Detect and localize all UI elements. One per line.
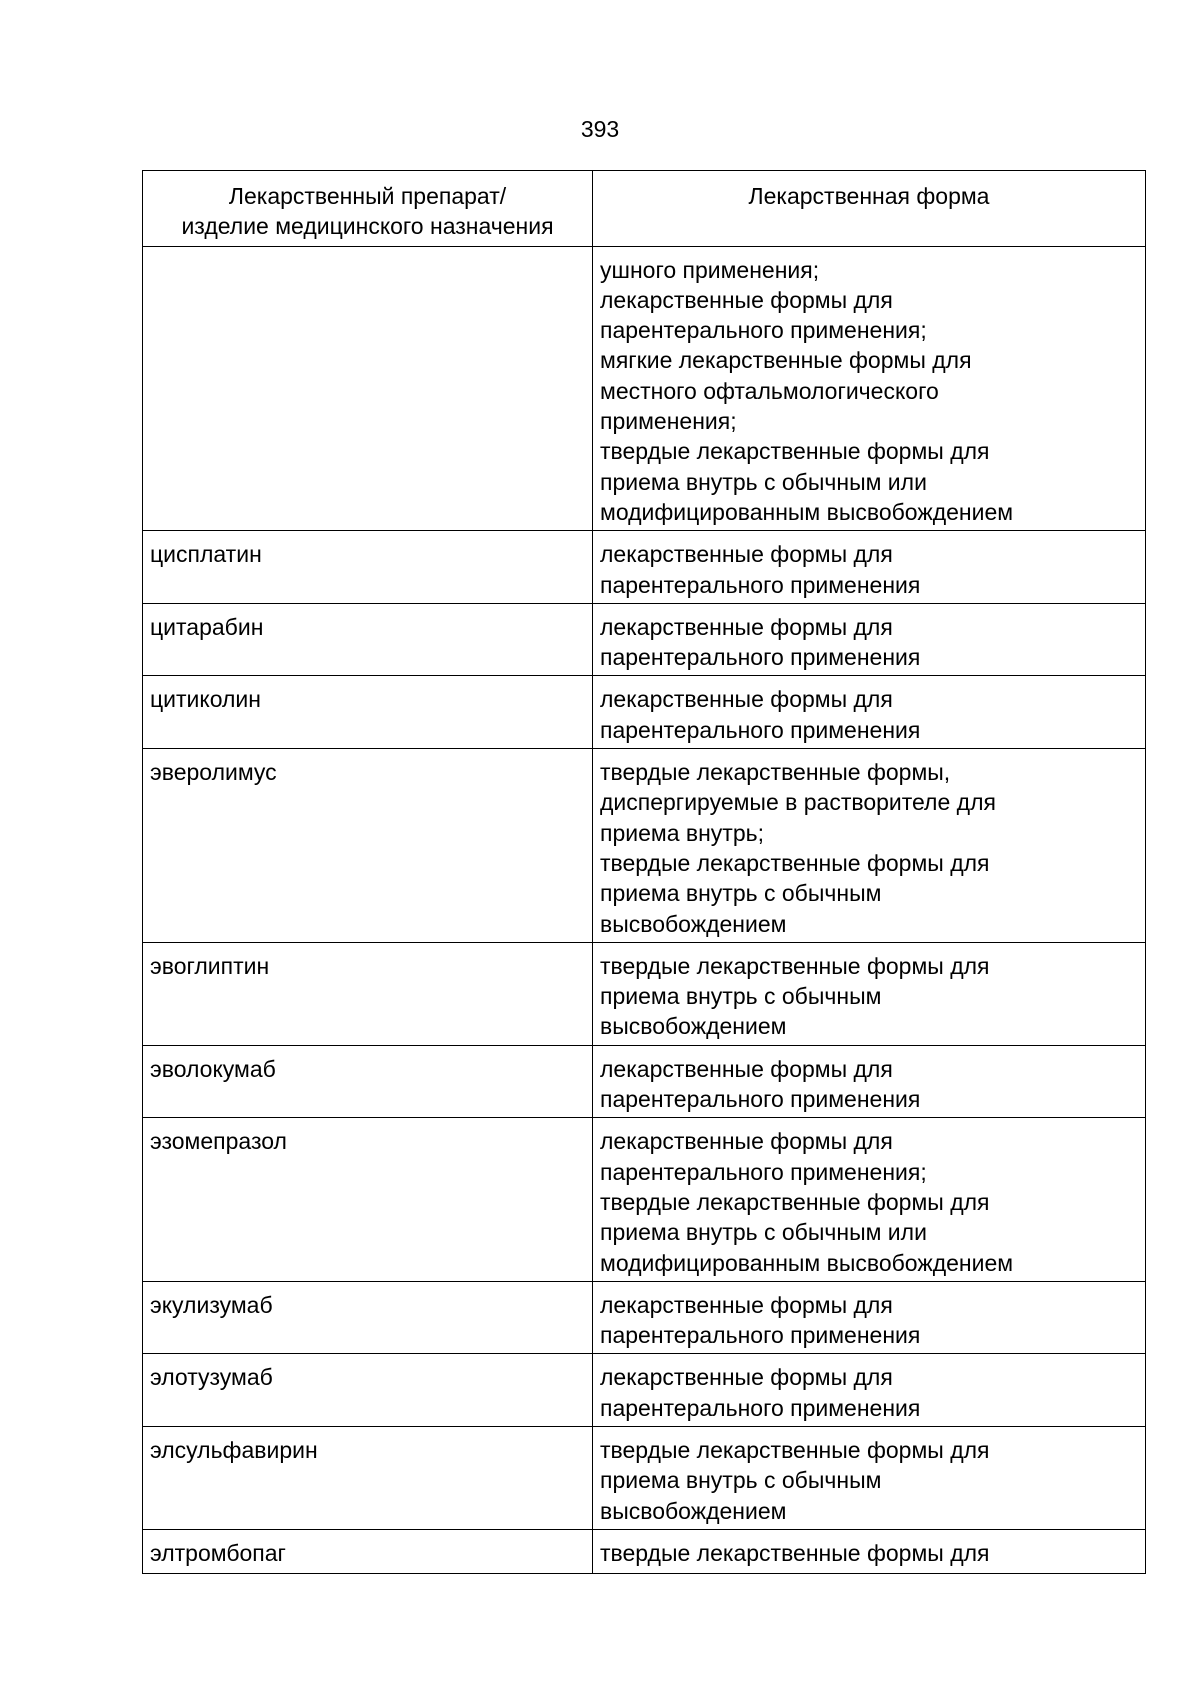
drug-name-cell: элсульфавирин xyxy=(143,1426,593,1529)
dosage-form-line: высвобождением xyxy=(600,1497,787,1524)
drug-form-table xyxy=(142,170,1146,1574)
dosage-form-line: твердые лекарственные формы для xyxy=(600,1436,990,1463)
dosage-form-cell xyxy=(593,1426,1146,1529)
dosage-form-cell xyxy=(593,1354,1146,1427)
dosage-form-line: парентерального применения xyxy=(600,644,921,671)
table-row xyxy=(143,603,1146,676)
table-row xyxy=(143,1118,1146,1281)
header-form xyxy=(593,171,1146,247)
dosage-form-line: лекарственные формы для xyxy=(600,286,893,313)
drug-name-cell: элтромбопаг xyxy=(143,1529,593,1573)
dosage-form-line: высвобождением xyxy=(600,910,787,937)
table-row xyxy=(143,1045,1146,1118)
dosage-form-cell xyxy=(593,1045,1146,1118)
dosage-form-line: парентерального применения xyxy=(600,571,921,598)
drug-name-cell: цитиколин xyxy=(143,676,593,749)
dosage-form-cell xyxy=(593,531,1146,604)
table-row xyxy=(143,1529,1146,1573)
table-header-row xyxy=(143,171,1146,247)
dosage-form-line: модифицированным высвобождением xyxy=(600,498,1014,525)
table-row xyxy=(143,942,1146,1045)
drug-name-cell: цитарабин xyxy=(143,603,593,676)
table-row xyxy=(143,676,1146,749)
table-body xyxy=(143,246,1146,1574)
dosage-form-line: применения; xyxy=(600,408,737,435)
table-row xyxy=(143,1426,1146,1529)
dosage-form-line: лекарственные формы для xyxy=(600,613,893,640)
table-row xyxy=(143,1281,1146,1354)
dosage-form-line: приема внутрь; xyxy=(600,819,764,846)
dosage-form-line: лекарственные формы для xyxy=(600,1055,893,1082)
dosage-form-line: мягкие лекарственные формы для xyxy=(600,347,972,374)
dosage-form-line: диспергируемые в растворителе для xyxy=(600,789,996,816)
dosage-form-line: приема внутрь с обычным или xyxy=(600,468,927,495)
dosage-form-line: лекарственные формы для xyxy=(600,686,893,713)
dosage-form-line: лекарственные формы для xyxy=(600,541,893,568)
dosage-form-line: твердые лекарственные формы для xyxy=(600,438,990,465)
table-row xyxy=(143,531,1146,604)
dosage-form-line: приема внутрь с обычным xyxy=(600,983,882,1010)
dosage-form-cell xyxy=(593,676,1146,749)
dosage-form-cell xyxy=(593,246,1146,531)
dosage-form-cell xyxy=(593,1281,1146,1354)
dosage-form-line: парентерального применения xyxy=(600,1086,921,1113)
header-drug-line: Лекарственный препарат/ xyxy=(228,183,507,209)
dosage-form-line: местного офтальмологического xyxy=(600,377,939,404)
drug-name-cell: эверолимус xyxy=(143,749,593,943)
dosage-form-line: твердые лекарственные формы для xyxy=(600,1188,990,1215)
dosage-form-line: парентерального применения xyxy=(600,716,921,743)
drug-name-cell: элотузумаб xyxy=(143,1354,593,1427)
table-row xyxy=(143,1354,1146,1427)
drug-name-cell: эзомепразол xyxy=(143,1118,593,1281)
dosage-form-line: твердые лекарственные формы для xyxy=(600,849,990,876)
dosage-form-line: твердые лекарственные формы для xyxy=(600,1539,990,1566)
drug-name-cell: эвоглиптин xyxy=(143,942,593,1045)
dosage-form-line: парентерального применения; xyxy=(600,317,927,344)
header-drug-line: изделие медицинского назначения xyxy=(181,213,554,240)
table-row xyxy=(143,749,1146,943)
dosage-form-line: лекарственные формы для xyxy=(600,1364,893,1391)
table-row xyxy=(143,246,1146,531)
dosage-form-cell xyxy=(593,749,1146,943)
dosage-form-line: твердые лекарственные формы для xyxy=(600,952,990,979)
dosage-form-cell xyxy=(593,1529,1146,1573)
dosage-form-line: парентерального применения xyxy=(600,1394,921,1421)
dosage-form-line: ушного применения; xyxy=(600,256,820,283)
dosage-form-line: парентерального применения; xyxy=(600,1158,927,1185)
drug-name-cell xyxy=(143,246,593,531)
dosage-form-line: модифицированным высвобождением xyxy=(600,1249,1014,1276)
header-drug xyxy=(143,171,593,247)
dosage-form-line: высвобождением xyxy=(600,1013,787,1040)
dosage-form-line: лекарственные формы для xyxy=(600,1128,893,1155)
dosage-form-cell xyxy=(593,603,1146,676)
drug-name-cell: экулизумаб xyxy=(143,1281,593,1354)
dosage-form-line: лекарственные формы для xyxy=(600,1291,893,1318)
dosage-form-line: приема внутрь с обычным xyxy=(600,1467,882,1494)
dosage-form-cell xyxy=(593,1118,1146,1281)
dosage-form-line: твердые лекарственные формы, xyxy=(600,759,951,786)
dosage-form-line: приема внутрь с обычным или xyxy=(600,1219,927,1246)
page-number: 393 xyxy=(580,116,620,142)
drug-name-cell: эволокумаб xyxy=(143,1045,593,1118)
dosage-form-line: парентерального применения xyxy=(600,1322,921,1349)
dosage-form-cell xyxy=(593,942,1146,1045)
drug-name-cell: цисплатин xyxy=(143,531,593,604)
dosage-form-line: приема внутрь с обычным xyxy=(600,880,882,907)
header-form-line: Лекарственная форма xyxy=(748,183,990,209)
